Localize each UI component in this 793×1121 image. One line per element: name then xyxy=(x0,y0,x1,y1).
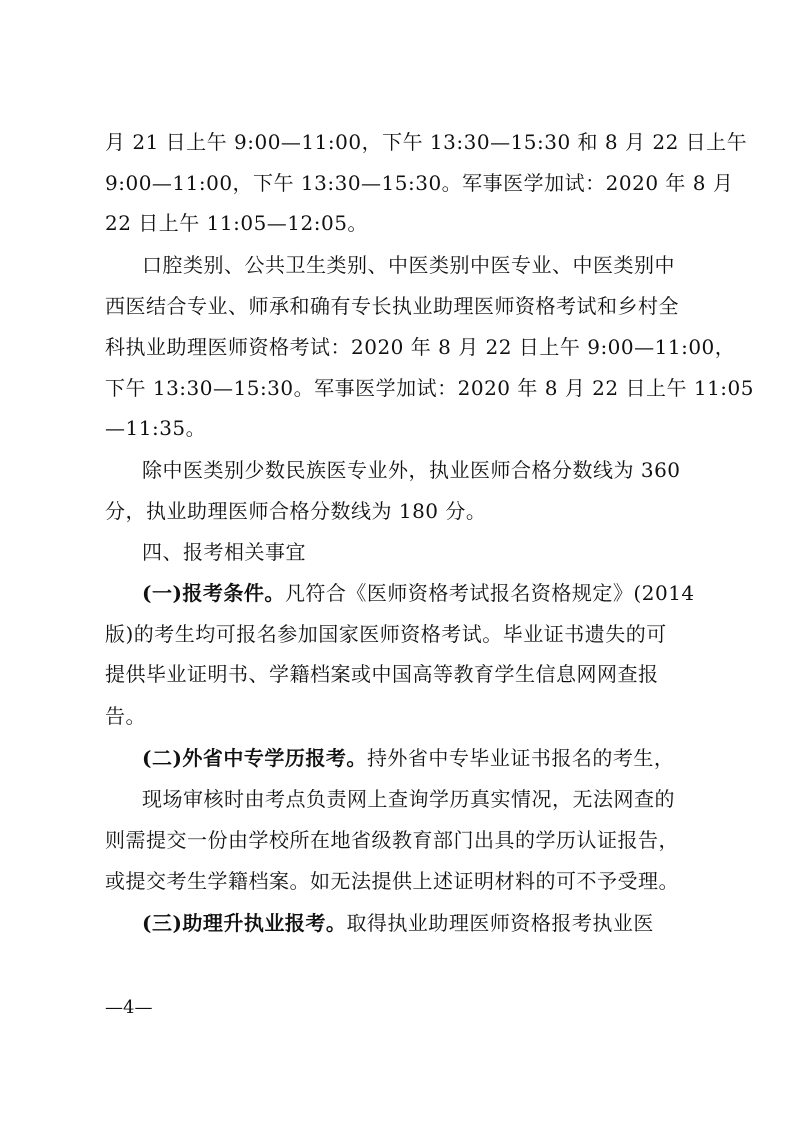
paragraph-first-line xyxy=(142,905,693,941)
text-line: 现场审核时由考点负责网上查询学历真实情况，无法网查的 xyxy=(142,787,675,811)
page-number: —4— xyxy=(105,997,153,1018)
text-line: 或提交考生学籍档案。如无法提供上述证明材料的可不予受理。 xyxy=(105,869,679,893)
text-line: 提供毕业证明书、学籍档案或中国高等教育学生信息网网查报 xyxy=(105,662,659,686)
text-line: 月 21 日上午 9:00—11:00，下午 13:30—15:30 和 8 月 22 日上午 xyxy=(105,130,748,154)
text-line: 除中医类别少数民族医专业外，执业医师合格分数线为 360 xyxy=(142,458,681,482)
text-line: 科执业助理医师资格考试：2020 年 8 月 22 日上午 9:00—11:00， xyxy=(105,335,736,359)
text-line: —11:35。 xyxy=(105,416,207,440)
text-line: 9:00—11:00，下午 13:30—15:30。军事医学加试：2020 年 8 月 xyxy=(105,171,734,195)
text-line: 下午 13:30—15:30。军事医学加试：2020 年 8 月 22 日上午 11:05 xyxy=(105,376,754,400)
text-line: 西医结合专业、师承和确有专长执业助理医师资格考试和乡村全 xyxy=(105,294,679,318)
text-line: 22 日上午 11:05—12:05。 xyxy=(105,211,368,235)
text-line: 口腔类别、公共卫生类别、中医类别中医专业、中医类别中 xyxy=(142,253,675,277)
subsection-heading: (三)助理升执业报考。 xyxy=(142,911,347,935)
paragraph-first-line xyxy=(142,740,693,776)
text-line: 则需提交一份由学校所在地省级教育部门出具的学历认证报告， xyxy=(105,828,679,852)
text-line: 分，执业助理医师合格分数线为 180 分。 xyxy=(105,499,487,523)
text-span: 凡符合《医师资格考试报名资格规定》(2014 xyxy=(284,581,695,605)
text-line: 版)的考生均可报名参加国家医师资格考试。毕业证书遗失的可 xyxy=(105,622,667,646)
section-heading: 四、报考相关事宜 xyxy=(142,540,306,564)
paragraph-first-line xyxy=(142,575,693,611)
text-span: 取得执业助理医师资格报考执业医 xyxy=(346,911,654,935)
text-span: 持外省中专毕业证书报名的考生， xyxy=(366,746,675,770)
subsection-heading: (一)报考条件。 xyxy=(142,581,285,605)
text-line: 告。 xyxy=(105,704,146,728)
subsection-heading: (二)外省中专学历报考。 xyxy=(142,746,367,770)
